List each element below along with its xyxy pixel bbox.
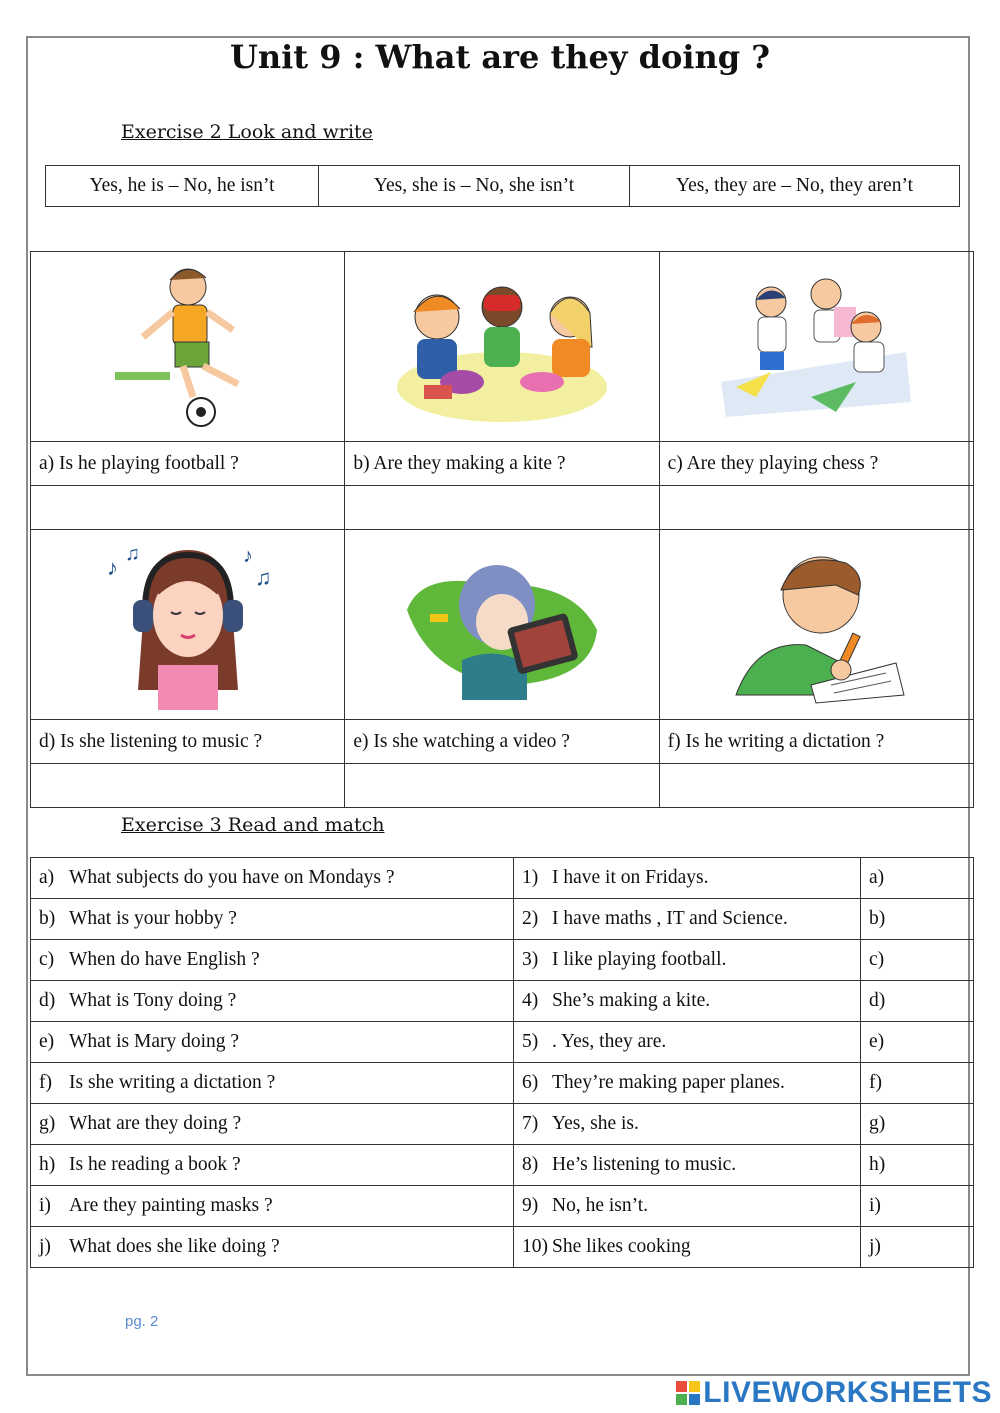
question-label: f)	[39, 1072, 52, 1093]
kids-paper-planes-icon	[716, 272, 916, 422]
question-label: j)	[39, 1236, 51, 1257]
answer-letter: h)	[869, 1154, 886, 1175]
exercise3-heading: Exercise 3 Read and match	[121, 814, 385, 836]
match-question	[31, 1227, 514, 1268]
answer-label: 1)	[522, 867, 539, 888]
girl-headphones-icon	[103, 540, 273, 710]
answer-text: Yes, she is.	[552, 1113, 639, 1134]
brand-logo-icon	[676, 1381, 700, 1405]
match-answer-box[interactable]	[861, 858, 974, 899]
picture-cell-b	[345, 252, 659, 442]
answer-box-e[interactable]	[345, 764, 659, 808]
match-answer	[514, 981, 861, 1022]
match-row	[31, 1104, 974, 1145]
match-answer	[514, 858, 861, 899]
boy-kicking-ball-icon	[113, 262, 263, 432]
exercise2-heading: Exercise 2 Look and write	[121, 121, 373, 143]
match-answer-box[interactable]	[861, 1186, 974, 1227]
question-label: g)	[39, 1113, 56, 1134]
match-answer-box[interactable]	[861, 1022, 974, 1063]
question-f: f) Is he writing a dictation ?	[659, 720, 973, 764]
picture-cell-a	[31, 252, 345, 442]
answer-letter: a)	[869, 867, 885, 888]
answer-box-d[interactable]	[31, 764, 345, 808]
answer-box-b[interactable]	[345, 486, 659, 530]
answer-text: . Yes, they are.	[552, 1031, 667, 1052]
question-d: d) Is she listening to music ?	[31, 720, 345, 764]
match-row	[31, 1022, 974, 1063]
answer-label: 8)	[522, 1154, 539, 1175]
question-text: Is he reading a book ?	[69, 1154, 241, 1175]
match-answer-box[interactable]	[861, 899, 974, 940]
svg-text:♪: ♪	[106, 554, 118, 580]
question-text: What subjects do you have on Mondays ?	[69, 867, 395, 888]
question-text: What is Tony doing ?	[69, 990, 237, 1011]
picture-cell-f	[659, 530, 973, 720]
picture-cell-c	[659, 252, 973, 442]
page-number: pg. 2	[125, 1313, 159, 1330]
answer-letter: i)	[869, 1195, 881, 1216]
match-question	[31, 1022, 514, 1063]
match-question	[31, 1104, 514, 1145]
answer-text: She likes cooking	[552, 1236, 691, 1257]
match-row	[31, 858, 974, 899]
question-label: c)	[39, 949, 55, 970]
question-label: b)	[39, 908, 56, 929]
page-title: Unit 9 : What are they doing ?	[229, 38, 771, 76]
match-answer	[514, 940, 861, 981]
match-row	[31, 1063, 974, 1104]
match-table	[30, 857, 974, 1268]
picture-cell-e	[345, 530, 659, 720]
answer-text: I have maths , IT and Science.	[552, 908, 788, 929]
match-question	[31, 899, 514, 940]
kids-painting-masks-icon	[392, 267, 612, 427]
question-a: a) Is he playing football ?	[31, 442, 345, 486]
answer-box-f[interactable]	[659, 764, 973, 808]
question-text: Is she writing a dictation ?	[69, 1072, 276, 1093]
answer-label: 5)	[522, 1031, 539, 1052]
match-question	[31, 981, 514, 1022]
answer-text: No, he isn’t.	[552, 1195, 649, 1216]
question-label: e)	[39, 1031, 55, 1052]
option-she: Yes, she is – No, she isn’t	[319, 166, 630, 207]
picture-question-grid	[30, 251, 974, 808]
answer-text: He’s listening to music.	[552, 1154, 737, 1175]
question-text: When do have English ?	[69, 949, 260, 970]
question-label: d)	[39, 990, 56, 1011]
answer-label: 10)	[522, 1236, 548, 1257]
answer-letter: f)	[869, 1072, 882, 1093]
girl-tablet-icon	[402, 550, 602, 700]
match-row	[31, 981, 974, 1022]
match-answer	[514, 899, 861, 940]
answer-label: 7)	[522, 1113, 539, 1134]
question-text: Are they painting masks ?	[69, 1195, 273, 1216]
match-answer	[514, 1104, 861, 1145]
match-answer-box[interactable]	[861, 981, 974, 1022]
answer-label: 4)	[522, 990, 539, 1011]
question-text: What is your hobby ?	[69, 908, 237, 929]
option-they: Yes, they are – No, they aren’t	[630, 166, 960, 207]
answer-letter: j)	[869, 1236, 881, 1257]
match-answer-box[interactable]	[861, 940, 974, 981]
svg-text:♫: ♫	[124, 542, 140, 565]
match-question	[31, 858, 514, 899]
match-question	[31, 1063, 514, 1104]
option-he: Yes, he is – No, he isn’t	[46, 166, 319, 207]
answer-letter: b)	[869, 908, 886, 929]
question-b: b) Are they making a kite ?	[345, 442, 659, 486]
question-label: i)	[39, 1195, 51, 1216]
match-answer-box[interactable]	[861, 1063, 974, 1104]
answer-letter: c)	[869, 949, 885, 970]
answer-options-table	[45, 165, 960, 207]
match-row	[31, 1145, 974, 1186]
answer-box-c[interactable]	[659, 486, 973, 530]
match-answer-box[interactable]	[861, 1104, 974, 1145]
match-row	[31, 1227, 974, 1268]
match-answer-box[interactable]	[861, 1227, 974, 1268]
answer-label: 2)	[522, 908, 539, 929]
question-text: What does she like doing ?	[69, 1236, 280, 1257]
match-answer	[514, 1227, 861, 1268]
match-row	[31, 940, 974, 981]
question-label: a)	[39, 867, 55, 888]
match-answer	[514, 1186, 861, 1227]
picture-cell-d	[31, 530, 345, 720]
match-row	[31, 1186, 974, 1227]
question-c: c) Are they playing chess ?	[659, 442, 973, 486]
svg-text:♫: ♫	[254, 564, 272, 590]
answer-label: 6)	[522, 1072, 539, 1093]
answer-box-a[interactable]	[31, 486, 345, 530]
answer-text: She’s making a kite.	[552, 990, 711, 1011]
brand-name: LIVEWORKSHEETS	[703, 1376, 992, 1409]
match-question	[31, 1145, 514, 1186]
match-question	[31, 1186, 514, 1227]
svg-text:♪: ♪	[242, 544, 253, 567]
question-text: What are they doing ?	[69, 1113, 242, 1134]
question-label: h)	[39, 1154, 56, 1175]
answer-text: I like playing football.	[552, 949, 727, 970]
question-e: e) Is she watching a video ?	[345, 720, 659, 764]
question-text: What is Mary doing ?	[69, 1031, 240, 1052]
answer-label: 3)	[522, 949, 539, 970]
match-answer	[514, 1063, 861, 1104]
match-answer	[514, 1145, 861, 1186]
match-question	[31, 940, 514, 981]
brand-logo	[676, 1376, 992, 1410]
answer-letter: g)	[869, 1113, 886, 1134]
answer-letter: d)	[869, 990, 886, 1011]
answer-text: They’re making paper planes.	[552, 1072, 785, 1093]
boy-writing-icon	[726, 545, 906, 705]
answer-letter: e)	[869, 1031, 885, 1052]
match-answer-box[interactable]	[861, 1145, 974, 1186]
match-answer	[514, 1022, 861, 1063]
answer-label: 9)	[522, 1195, 539, 1216]
answer-text: I have it on Fridays.	[552, 867, 709, 888]
match-row	[31, 899, 974, 940]
